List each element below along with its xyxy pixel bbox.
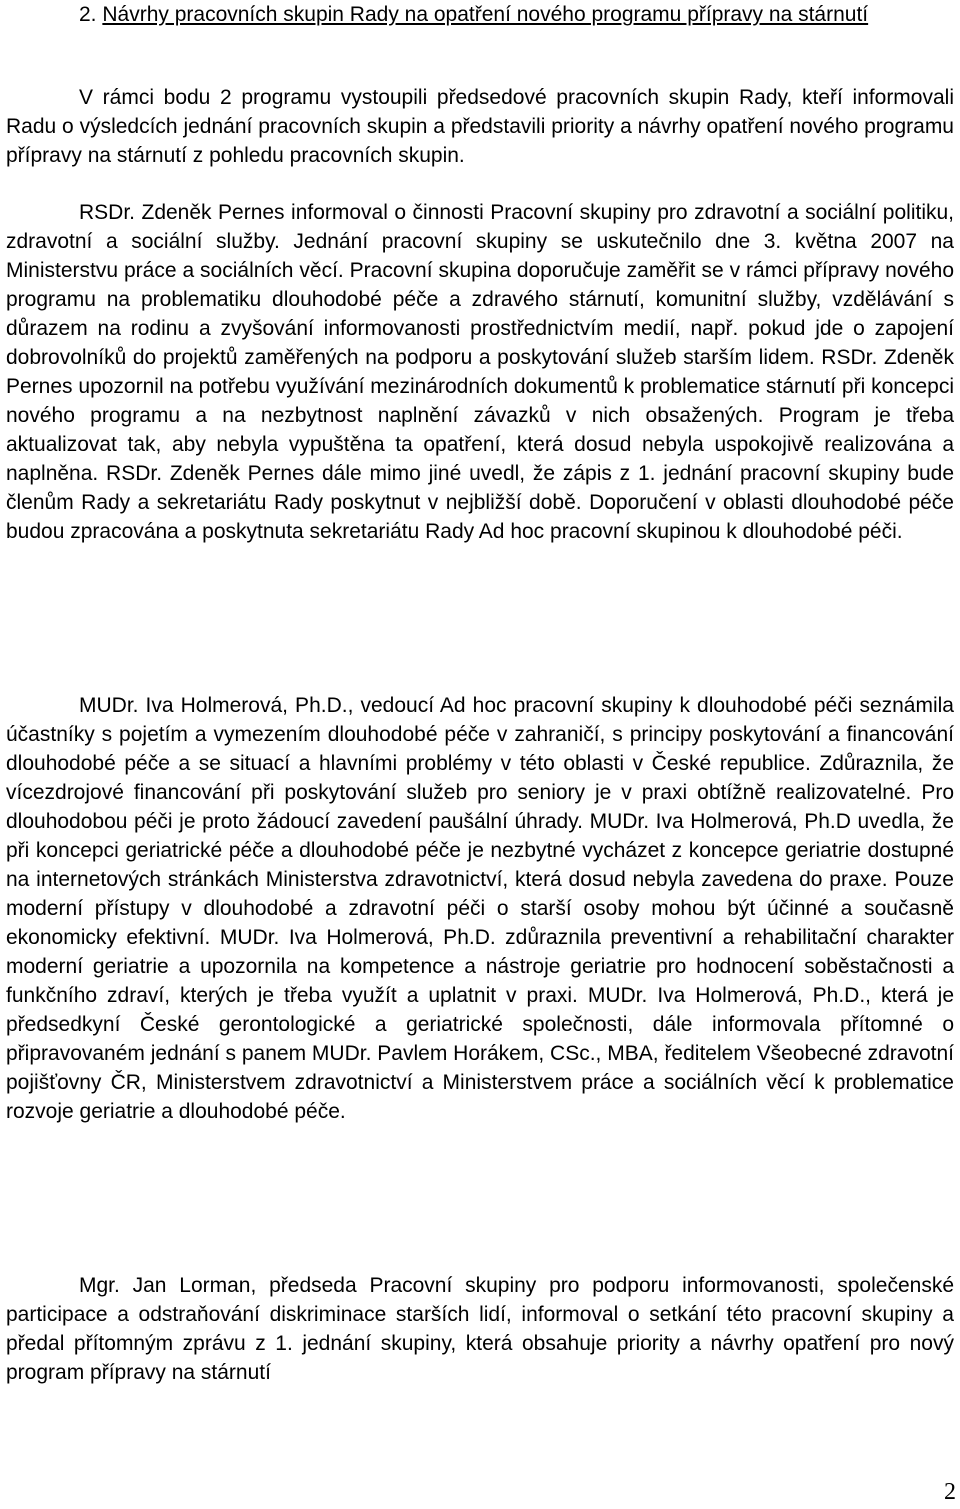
section-title: Návrhy pracovních skupin Rady na opatření nového programu přípravy na stárnutí [102, 3, 869, 26]
paragraph-pernes: RSDr. Zdeněk Pernes informoval o činnosti Pracovní skupiny pro zdravotní a sociální politiku, zdravotní a sociální služby. Jednání pracovní skupiny se uskutečnilo dne 3. května 2007 na Ministerstvu práce a sociálních věcí. Pracovní skupina doporučuje zaměřit se v rámci přípravy nového programu na problematiku dlouhodobé péče a zdravého stárnutí, komunitní služby, vzdělávání s důrazem na rodinu a zvyšování informovanosti prostřednictvím medií, např. pokud jde o zapojení dobrovolníků do projektů zaměřených na podporu a poskytování služeb starším lidem. RSDr. Zdeněk Pernes upozornil na potřebu využívání mezinárodních dokumentů k problematice stárnutí při koncepci nového programu a na nezbytnost naplnění závazků v nich obsažených. Program je třeba aktualizovat tak, aby nebyla vypuštěna ta opatření, která dosud nebyla uspokojivě realizována a naplněna. RSDr. Zdeněk Pernes dále mimo jiné uvedl, že zápis z 1. jednání pracovní skupiny bude členům Rady a sekretariátu Rady poskytnut v nejbližší době. Doporučení v oblasti dlouhodobé péče budou zpracována a poskytnuta sekretariátu Rady Ad hoc pracovní skupinou k dlouhodobé péči. [6, 201, 954, 543]
paragraph-lorman: Mgr. Jan Lorman, předseda Pracovní skupiny pro podporu informovanosti, společenské participace a odstraňování diskriminace starších lidí, informoval o setkání této pracovní skupiny a předal přítomným zprávu z 1. jednání skupiny, která obsahuje priority a návrhy opatření pro nový program přípravy na stárnutí [6, 1274, 954, 1384]
paragraph-holmerova: MUDr. Iva Holmerová, Ph.D., vedoucí Ad hoc pracovní skupiny k dlouhodobé péči seznámila účastníky s pojetím a vymezením dlouhodobé péče v zahraničí, s principy poskytování a financování dlouhodobé péče a se situací a hlavními problémy v této oblasti v České republice. Zdůraznila, že vícezdrojové financování při poskytování služeb pro seniory je v praxi obtížně realizovatelné. Pro dlouhodobou péči je proto žádoucí zavedení paušální úhrady. MUDr. Iva Holmerová, Ph.D uvedla, že při koncepci geriatrické péče a dlouhodobé péče je nezbytné vycházet z koncepce geriatrie dostupné na internetových stránkách Ministerstva zdravotnictví, která dosud nebyla zavedena do praxe. Pouze moderní přístupy v dlouhodobé a zdravotní péči o starší osoby mohou být účinné a současně ekonomicky efektivní. MUDr. Iva Holmerová, Ph.D. zdůraznila preventivní a rehabilitační charakter moderní geriatrie a upozornila na kompetence a nástroje geriatrie pro hodnocení soběstačnosti a funkčního zdraví, kterých je třeba využít a uplatnit v praxi. MUDr. Iva Holmerová, Ph.D., která je předsedkyní České gerontologické a geriatrické společnosti, dále informovala přítomné o připravovaném jednání s panem MUDr. Pavlem Horákem, CSc., MBA, ředitelem Všeobecné zdravotní pojišťovny ČR, Ministerstvem zdravotnictví a Ministerstvem práce a sociálních věcí k problematice rozvoje geriatrie a dlouhodobé péče. [6, 694, 954, 1123]
section-heading [6, 0, 954, 30]
document-page [6, 0, 954, 1384]
section-number: 2. [79, 3, 97, 26]
paragraph-intro: V rámci bodu 2 programu vystoupili předsedové pracovních skupin Rady, kteří informovali Radu o výsledcích jednání pracovních skupin a představili priority a návrhy opatření nového programu přípravy na stárnutí z pohledu pracovních skupin. [6, 86, 954, 167]
page-number: 2 [944, 1479, 956, 1505]
